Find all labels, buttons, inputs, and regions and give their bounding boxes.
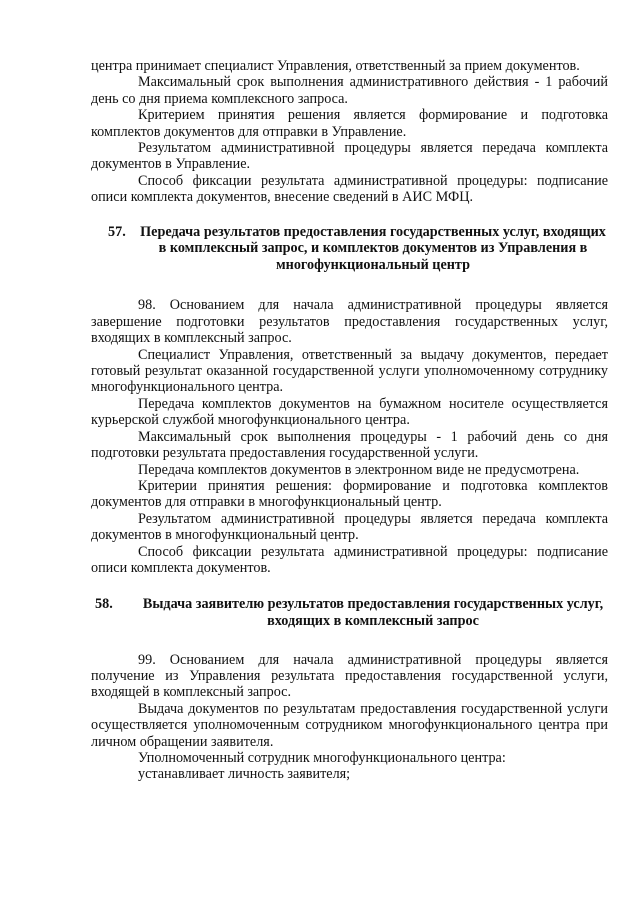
section-title: Выдача заявителю результатов предоставления государственных услуг, входящих в комплексный запрос	[142, 596, 604, 629]
section-number: 57.	[108, 223, 126, 240]
paragraph: Результатом административной процедуры является передача комплекта документов в многофункциональный центр.	[91, 510, 608, 544]
paragraph: Выдача документов по результатам предоставления государственной услуги осуществляется уполномоченным сотрудником многофункционального центра при личном обращении заявителя.	[91, 700, 608, 750]
paragraph: Критерием принятия решения является формирование и подготовка комплектов документов для отправки в Управление.	[91, 107, 608, 140]
paragraph: Результатом административной процедуры является передача комплекта документов в Управление.	[91, 140, 608, 173]
paragraph: Передача комплектов документов на бумажном носителе осуществляется курьерской службой многофункционального центра.	[91, 395, 608, 429]
paragraph: Передача комплектов документов в электронном виде не предусмотрена.	[138, 461, 580, 478]
paragraph: Специалист Управления, ответственный за выдачу документов, передает готовый результат оказанной государственной услуги уполномоченному сотруднику многофункционального центра.	[91, 346, 608, 396]
section-heading-58	[91, 596, 608, 629]
paragraph: Способ фиксации результата административной процедуры: подписание описи комплекта документов.	[91, 543, 608, 576]
paragraph: Максимальный срок выполнения процедуры - 1 рабочий день со дня подготовки результата предоставления государственной услуги.	[91, 428, 608, 462]
section-title: Передача результатов предоставления государственных услуг, входящих в комплексный запрос, и комплектов документов из Управления в многофункциональный центр	[140, 223, 606, 273]
section-number: 58.	[95, 596, 113, 613]
paragraph: Способ фиксации результата административной процедуры: подписание описи комплекта документов, внесение сведений в АИС МФЦ.	[91, 172, 608, 206]
paragraph: центра принимает специалист Управления, ответственный за прием документов.	[91, 58, 580, 74]
section-heading-57	[91, 224, 608, 274]
paragraph: устанавливает личность заявителя;	[138, 766, 351, 783]
paragraph: 98. Основанием для начала административной процедуры является завершение подготовки результатов предоставления государственных услуг, входящих в комплексный запрос.	[91, 297, 608, 347]
paragraph: 99. Основанием для начала административной процедуры является получение из Управления результата предоставления государственной услуги, входящей в комплексный запрос.	[91, 651, 608, 701]
paragraph: Максимальный срок выполнения административного действия - 1 рабочий день со дня приема комплексного запроса.	[91, 74, 608, 107]
paragraph: Критерии принятия решения: формирование и подготовка комплектов документов для отправки в многофункциональный центр.	[91, 477, 608, 511]
paragraph: Уполномоченный сотрудник многофункционального центра:	[138, 749, 506, 766]
document-content	[91, 58, 608, 783]
